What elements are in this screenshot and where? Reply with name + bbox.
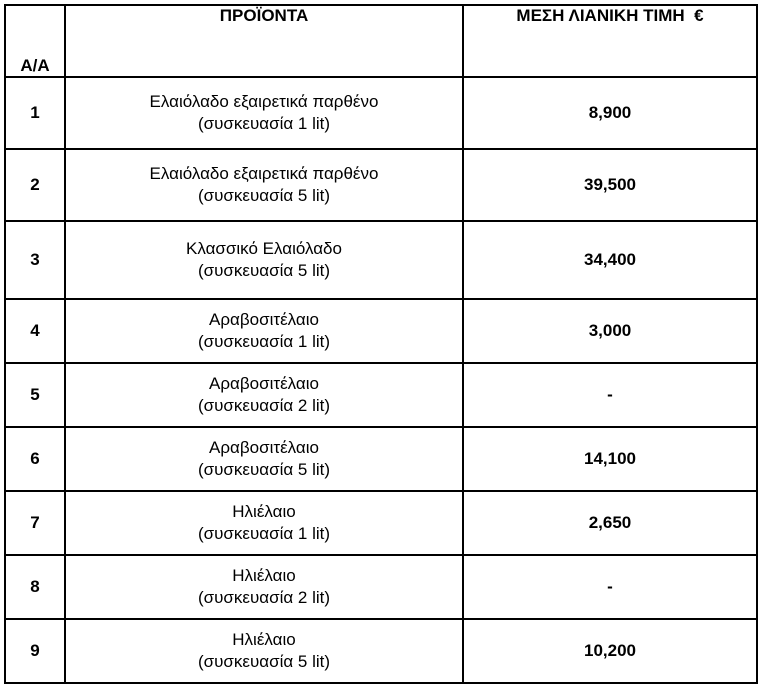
product-package: (συσκευασία 1 lit): [197, 332, 331, 351]
product-name: Ηλιέλαιο: [232, 630, 296, 649]
table-row: [5, 77, 757, 149]
product-cell: [65, 221, 463, 299]
header-product: ΠΡΟΪΟΝΤΑ: [65, 5, 463, 77]
product-cell: [65, 149, 463, 221]
row-number: 1: [5, 77, 65, 149]
product-package: (συσκευασία 2 lit): [197, 588, 331, 607]
product-cell: [65, 491, 463, 555]
row-number: 9: [5, 619, 65, 683]
row-number: 7: [5, 491, 65, 555]
product-name: Ελαιόλαδο εξαιρετικά παρθένο: [149, 92, 379, 111]
header-price-label: ΜΕΣΗ ΛΙΑΝΙΚΗ ΤΙΜΗ €: [516, 6, 704, 25]
product-package: (συσκευασία 5 lit): [197, 460, 331, 479]
table-row: [5, 427, 757, 491]
price-value: 10,200: [463, 619, 757, 683]
row-number: 4: [5, 299, 65, 363]
product-package: (συσκευασία 5 lit): [197, 261, 331, 280]
product-package: (συσκευασία 1 lit): [197, 524, 331, 543]
header-price: [463, 5, 757, 77]
price-value: 2,650: [463, 491, 757, 555]
product-name: Κλασσικό Ελαιόλαδο: [186, 239, 342, 258]
table-row: [5, 363, 757, 427]
product-name: Αραβοσιτέλαιο: [209, 438, 319, 457]
price-value: 8,900: [463, 77, 757, 149]
row-number: 6: [5, 427, 65, 491]
header-aa: Α/Α: [5, 5, 65, 77]
table-row: [5, 491, 757, 555]
product-package: (συσκευασία 5 lit): [197, 186, 331, 205]
product-cell: [65, 77, 463, 149]
price-value: -: [463, 363, 757, 427]
product-cell: [65, 619, 463, 683]
row-number: 5: [5, 363, 65, 427]
price-value: 14,100: [463, 427, 757, 491]
product-package: (συσκευασία 2 lit): [197, 396, 331, 415]
price-value: 39,500: [463, 149, 757, 221]
table-row: [5, 149, 757, 221]
product-package: (συσκευασία 1 lit): [197, 114, 331, 133]
row-number: 3: [5, 221, 65, 299]
price-value: -: [463, 555, 757, 619]
product-cell: [65, 299, 463, 363]
product-package: (συσκευασία 5 lit): [197, 652, 331, 671]
table-row: [5, 299, 757, 363]
product-name: Ελαιόλαδο εξαιρετικά παρθένο: [149, 164, 379, 183]
table-row: [5, 555, 757, 619]
product-name: Ηλιέλαιο: [232, 502, 296, 521]
row-number: 2: [5, 149, 65, 221]
product-cell: [65, 427, 463, 491]
table-row: [5, 619, 757, 683]
product-name: Αραβοσιτέλαιο: [209, 310, 319, 329]
price-value: 3,000: [463, 299, 757, 363]
price-value: 34,400: [463, 221, 757, 299]
product-name: Ηλιέλαιο: [232, 566, 296, 585]
product-name: Αραβοσιτέλαιο: [209, 374, 319, 393]
table-header-row: [5, 5, 757, 77]
product-cell: [65, 363, 463, 427]
row-number: 8: [5, 555, 65, 619]
table-row: [5, 221, 757, 299]
product-cell: [65, 555, 463, 619]
price-table: [4, 4, 758, 684]
